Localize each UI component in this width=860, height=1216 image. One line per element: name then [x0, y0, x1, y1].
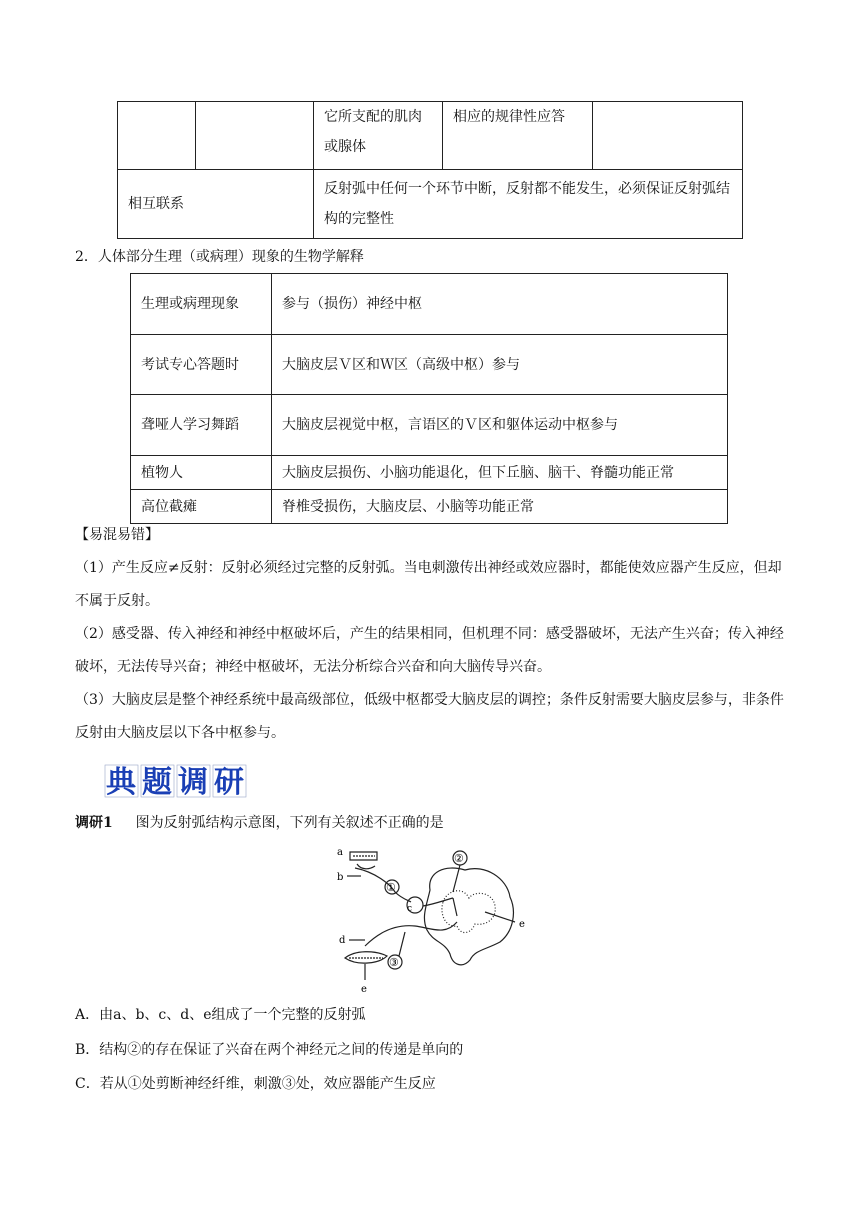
- table-row: [131, 456, 728, 490]
- table-header: 参与（损伤）神经中枢: [272, 274, 728, 335]
- table-row: [118, 102, 743, 170]
- figure-label: a: [337, 847, 343, 858]
- banner-char: 题: [142, 765, 172, 800]
- figure-label: b: [337, 872, 344, 883]
- question-stem: [75, 812, 444, 832]
- table-cell: [593, 102, 743, 170]
- figure-number: ②: [454, 852, 464, 865]
- figure-label: d: [339, 935, 346, 946]
- table-cell: 大脑皮层Ｖ区和Ｗ区（高级中枢）参与: [272, 335, 728, 395]
- table-cell-label: 相互联系: [118, 170, 314, 239]
- banner-char: 调: [178, 765, 208, 800]
- figure-label: c: [407, 904, 413, 914]
- option-a: A．由a、b、c、d、e组成了一个完整的反射弧: [75, 1007, 366, 1023]
- table-row: [118, 170, 743, 239]
- reflex-arc-figure: [335, 842, 535, 994]
- section-banner: [103, 762, 253, 800]
- physiology-table: [130, 273, 728, 524]
- table-cell: 聋哑人学习舞蹈: [131, 395, 272, 456]
- table-cell: 大脑皮层视觉中枢，言语区的Ｖ区和躯体运动中枢参与: [272, 395, 728, 456]
- confusion-title: 【易混易错】: [75, 527, 159, 543]
- figure-number: ①: [386, 881, 396, 894]
- banner-char: 研: [214, 765, 244, 800]
- option-b: B．结构②的存在保证了兴奋在两个神经元之间的传递是单向的: [75, 1042, 464, 1058]
- table-cell: 高位截瘫: [131, 490, 272, 524]
- question-label: 调研1: [75, 815, 113, 831]
- table-cell: [118, 102, 196, 170]
- table-row: [131, 395, 728, 456]
- question-text: 图为反射弧结构示意图，下列有关叙述不正确的是: [135, 815, 444, 831]
- table-cell: [196, 102, 314, 170]
- confusion-item: （1）产生反应≠反射：反射必须经过完整的反射弧。当电刺激传出神经或效应器时，都能使效应器产生反应，但却不属于反射。: [75, 560, 782, 609]
- confusion-item: （2）感受器、传入神经和神经中枢破坏后，产生的结果相同，但机理不同：感受器破坏，无法产生兴奋；传入神经破坏，无法传导兴奋；神经中枢破坏，无法分析综合兴奋和向大脑传导兴奋。: [75, 626, 784, 675]
- table-cell: 它所支配的肌肉或腺体: [314, 102, 443, 170]
- section-title: 2．人体部分生理（或病理）现象的生物学解释: [75, 249, 364, 265]
- table-cell: 脊椎受损伤，大脑皮层、小脑等功能正常: [272, 490, 728, 524]
- option-c: C．若从①处剪断神经纤维，刺激③处，效应器能产生反应: [75, 1076, 436, 1092]
- figure-number: ③: [389, 956, 399, 969]
- confusion-item: （3）大脑皮层是整个神经系统中最高级部位，低级中枢都受大脑皮层的调控；条件反射需要大脑皮层参与，非条件反射由大脑皮层以下各中枢参与。: [75, 692, 784, 741]
- table-cell: 相应的规律性应答: [443, 102, 593, 170]
- table-cell: 植物人: [131, 456, 272, 490]
- banner-char: 典: [106, 765, 136, 800]
- figure-label: e: [361, 984, 367, 994]
- table-header: 生理或病理现象: [131, 274, 272, 335]
- reflex-arc-table: [117, 101, 743, 239]
- table-row: [131, 335, 728, 395]
- table-cell-content: 反射弧中任何一个环节中断，反射都不能发生，必须保证反射弧结构的完整性: [314, 170, 743, 239]
- table-header-row: [131, 274, 728, 335]
- figure-label: e: [519, 919, 525, 930]
- table-cell: 大脑皮层损伤、小脑功能退化，但下丘脑、脑干、脊髓功能正常: [272, 456, 728, 490]
- table-cell: 考试专心答题时: [131, 335, 272, 395]
